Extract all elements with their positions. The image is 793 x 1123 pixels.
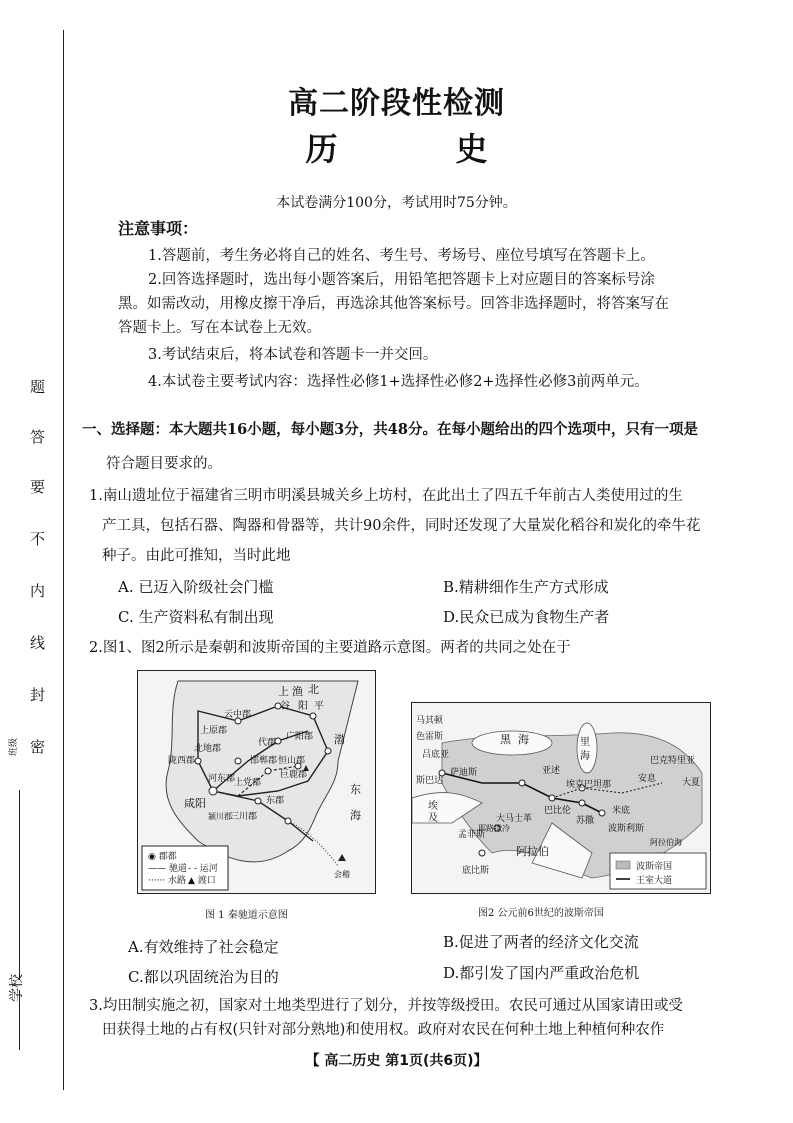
map-label: 巴比伦 <box>544 806 572 816</box>
map-label: 咸阳 <box>184 797 206 810</box>
map-label: 渤 <box>334 733 345 746</box>
q1-stem-line: 1.南山遗址位于福建省三明市明溪县城关乡上坊村，在此出土了四五千年前古人类使用过的生 <box>89 488 683 504</box>
map-label: 颍川郡 <box>208 812 232 821</box>
note-line: 2.回答选择题时，选出每小题答案后，用铅笔把答题卡上对应题目的答案标号涂 <box>148 272 655 288</box>
q3-stem-line: 3.均田制实施之初，国家对土地类型进行了划分，并按等级授田。农民可通过从国家请田或受 <box>89 998 683 1014</box>
seal-char: 答 <box>30 428 46 446</box>
legend-item: ◉ 郡都 <box>148 852 177 862</box>
note-line: 1.答题前，考生务必将自己的姓名、考生号、考场号、座位号填写在答题卡上。 <box>148 248 655 264</box>
map-label: 会稽 <box>334 870 350 879</box>
page-footer: 【 高二历史 第1页(共6页)】 <box>305 1053 488 1069</box>
map-label: 安息 <box>638 774 657 784</box>
class-label: 班级 <box>9 737 19 756</box>
map-label: 黑 <box>500 733 511 746</box>
q1-stem-line: 种子。由此可推知，当时此地 <box>102 548 291 564</box>
binding-margin-line <box>63 30 64 1090</box>
map-label: 马其顿 <box>416 716 444 726</box>
map-label: 河东郡 <box>208 774 236 784</box>
fig1-caption: 图 1 秦驰道示意图 <box>205 910 288 921</box>
q1-option-a: A. 已迈入阶级社会门槛 <box>118 578 274 596</box>
persia-road-map <box>411 702 711 894</box>
map-label: 三川郡 <box>230 812 258 822</box>
map-label: 代郡 <box>258 738 277 748</box>
map-label: 巨鹿郡 <box>280 770 308 780</box>
map-label: 阿拉伯 <box>516 845 549 858</box>
legend-item: 王室大道 <box>636 876 673 886</box>
school-label: 学校 <box>9 974 25 1002</box>
map-label: 底比斯 <box>462 866 490 876</box>
map-label: 阳 <box>298 701 308 712</box>
seal-char: 密 <box>30 738 46 756</box>
map-label: 埃克巴坦那 <box>566 780 612 790</box>
map-label: 大夏 <box>682 778 701 788</box>
seal-char: 封 <box>30 686 46 704</box>
subject-title <box>0 124 793 170</box>
seal-char: 题 <box>30 378 46 396</box>
map-label: 北 <box>308 683 319 696</box>
q1-option-c: C. 生产资料私有制出现 <box>118 608 274 626</box>
note-line: 答题卡上。写在本试卷上无效。 <box>118 320 321 336</box>
map-label: 陇西郡 <box>168 756 196 766</box>
map-label: 耶路撒冷 <box>478 824 510 833</box>
map-label: 渔 <box>292 685 303 698</box>
q1-option-d: D.民众已成为食物生产者 <box>443 608 610 626</box>
map-label: 埃 <box>428 801 438 812</box>
map-label: 苏撒 <box>576 816 595 826</box>
map-label: 孟菲斯 <box>458 830 486 840</box>
map-label: 平 <box>314 701 324 712</box>
exam-meta: 本试卷满分100分，考试用时75分钟。 <box>276 195 517 211</box>
seal-char: 内 <box>30 582 46 600</box>
seal-char: 要 <box>30 478 46 496</box>
map-label: 巴克特里亚 <box>650 756 696 766</box>
q2-option-c: C.都以巩固统治为目的 <box>128 968 279 986</box>
class-write-line <box>19 790 20 980</box>
q2-stem: 2.图1、图2所示是秦朝和波斯帝国的主要道路示意图。两者的共同之处在于 <box>89 640 571 656</box>
map-label: 海 <box>518 733 529 746</box>
map-label: 上党郡 <box>234 778 262 788</box>
map-label: 广阳郡 <box>286 732 314 742</box>
map-label: 海 <box>580 751 590 762</box>
map-label: 及 <box>428 813 438 824</box>
map-label: 恒山郡 <box>278 756 306 766</box>
map-label: 吕底亚 <box>422 750 450 760</box>
legend-item: ······ 水路 <box>148 876 187 886</box>
map-label: 亚述 <box>542 766 561 776</box>
map-label: 里 <box>580 737 590 748</box>
q2-option-d: D.都引发了国内严重政治危机 <box>443 964 640 982</box>
map-label: 米底 <box>612 806 631 816</box>
map-label: 萨迪斯 <box>450 768 478 778</box>
map-label: 斯巴达 <box>416 776 444 786</box>
legend-item: - - 运河 <box>188 864 218 874</box>
qin-road-map <box>137 670 376 894</box>
exam-title: 高二阶段性检测 <box>288 86 505 121</box>
q2-option-a: A.有效维持了社会稳定 <box>128 938 279 956</box>
map-label: 阿拉伯海 <box>650 838 682 847</box>
q2-option-b: B.促进了两者的经济文化交流 <box>443 933 639 951</box>
subject-char: 史 <box>455 130 488 168</box>
section-heading-cont: 符合题目要求的。 <box>106 456 222 472</box>
map-label: 上原郡 <box>200 726 228 736</box>
map-label: 谷 <box>280 701 290 712</box>
map-label: 上 <box>278 685 289 698</box>
map-label: 邯郸郡 <box>250 756 278 766</box>
legend-item: 波斯帝国 <box>636 862 673 872</box>
legend-item: ▲ 渡口 <box>188 876 216 886</box>
map-label: 大马士革 <box>496 814 533 824</box>
section-heading: 一、选择题：本大题共16小题，每小题3分，共48分。在每小题给出的四个选项中，只有一项是 <box>82 421 698 438</box>
subject-char: 历 <box>305 130 338 168</box>
seal-char: 不 <box>30 530 46 548</box>
map-label: 海 <box>350 809 361 822</box>
school-write-line <box>19 990 20 1050</box>
map-label: 东 <box>350 783 361 796</box>
note-line: 3.考试结束后，将本试卷和答题卡一并交回。 <box>148 347 438 363</box>
q1-option-b: B.精耕细作生产方式形成 <box>443 578 609 596</box>
map-label: 云中郡 <box>224 710 252 720</box>
note-line: 4.本试卷主要考试内容：选择性必修1+选择性必修2+选择性必修3前两单元。 <box>148 374 649 390</box>
map-label: 色雷斯 <box>416 732 444 742</box>
q3-stem-line: 田获得土地的占有权(只针对部分熟地)和使用权。政府对农民在何种土地上种植何种农作 <box>102 1022 665 1038</box>
q1-stem-line: 产工具，包括石器、陶器和骨器等，共计90余件，同时还发现了大量炭化稻谷和炭化的牵牛花 <box>102 518 701 534</box>
fig2-caption: 图2 公元前6世纪的波斯帝国 <box>478 908 604 919</box>
map-label: 东郡 <box>266 796 285 806</box>
note-line: 黑。如需改动，用橡皮擦干净后，再选涂其他答案标号。回答非选择题时，将答案写在 <box>118 296 669 312</box>
legend-item: —— 驰道 <box>148 864 187 874</box>
seal-char: 线 <box>30 634 46 652</box>
map-label: 北地郡 <box>194 744 222 754</box>
notes-title: 注意事项： <box>118 219 199 238</box>
map-label: 波斯利斯 <box>608 824 645 834</box>
